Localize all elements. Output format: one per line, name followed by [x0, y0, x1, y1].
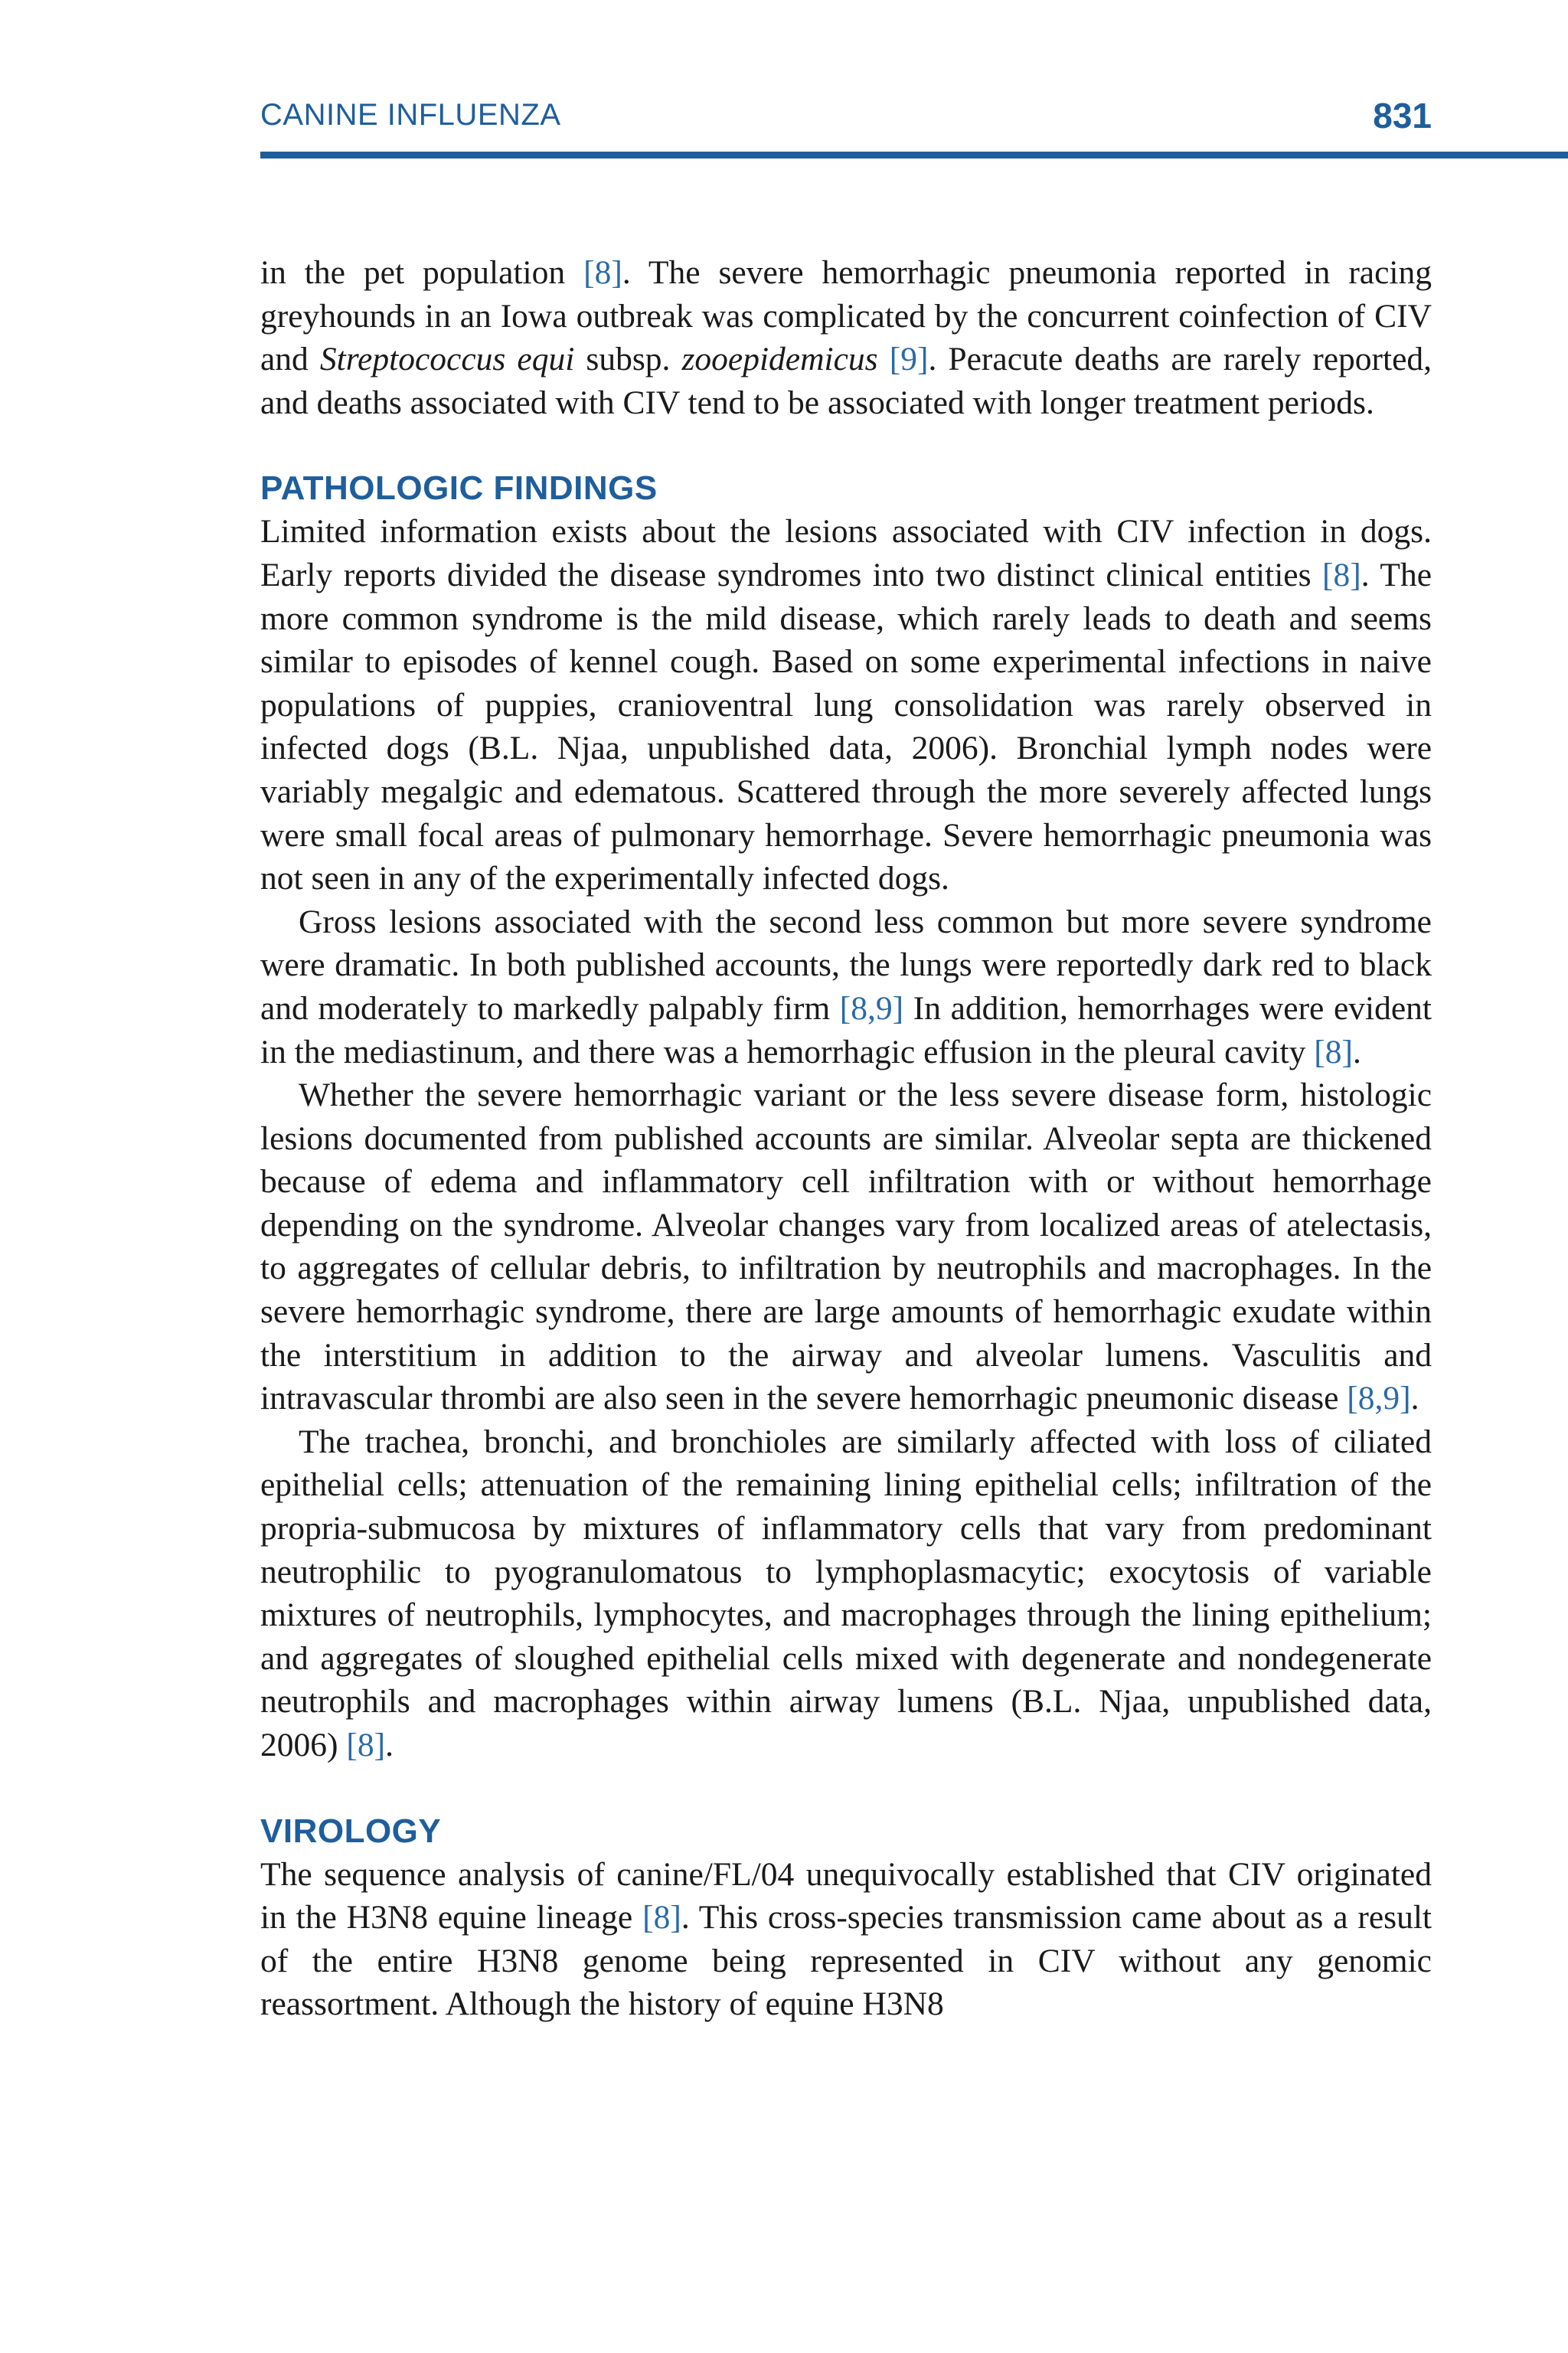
paragraph-intro: in the pet population [8]. The severe hemorrhagic pneumonia reported in racing greyhounds in an Iowa outbreak was complicated by the concurrent coinfection of CIV and Streptococcus equi subsp. zooepidemicus [9]. Peracute deaths are rarely reported, and deaths associated with CIV tend to be associated with longer treatment periods.	[260, 254, 1432, 421]
citation-link[interactable]: [8]	[583, 254, 622, 291]
article-body	[260, 251, 1432, 2026]
citation-link[interactable]: [8,9]	[839, 989, 904, 1027]
running-head-title: CANINE INFLUENZA	[260, 98, 561, 132]
page-number: 831	[1373, 96, 1432, 136]
paragraph-pathologic-3: Whether the severe hemorrhagic variant or the less severe disease form, histologic lesions documented from published accounts are similar. Alveolar septa are thickened because of edema and inflammatory cell infiltration with or without hemorrhage depending on the syndrome. Alveolar changes vary from localized areas of atelectasis, to aggregates of cellular debris, to infiltration by neutrophils and macrophages. In the severe hemorrhagic syndrome, there are large amounts of hemorrhagic exudate within the interstitium in addition to the airway and alveolar lumens. Vasculitis and intravascular thrombi are also seen in the severe hemorrhagic pneumonic disease [8,9].	[260, 1077, 1432, 1417]
paragraph-pathologic-2: Gross lesions associated with the second less common but more severe syndrome were dramatic. In both published accounts, the lungs were reportedly dark red to black and moderately to markedly palpably firm [8,9] In addition, hemorrhages were evident in the mediastinum, and there was a hemorrhagic effusion in the pleural cavity [8].	[260, 903, 1432, 1070]
paragraph-pathologic-1: Limited information exists about the lesions associated with CIV infection in dogs. Early reports divided the disease syndromes into two distinct clinical entities [8]. The more common syndrome is the mild disease, which rarely leads to death and seems similar to episodes of kennel cough. Based on some experimental infections in naive populations of puppies, cranioventral lung consolidation was rarely observed in infected dogs (B.L. Njaa, unpublished data, 2006). Bronchial lymph nodes were variably megalgic and edematous. Scattered through the more severely affected lungs were small focal areas of pulmonary hemorrhage. Severe hemorrhagic pneumonia was not seen in any of the experimentally infected dogs.	[260, 513, 1432, 897]
citation-link[interactable]: [8]	[642, 1899, 681, 1936]
species-name: Streptococcus equi	[319, 341, 575, 378]
paragraph-virology-1: The sequence analysis of canine/FL/04 unequivocally established that CIV originated in the H3N8 equine lineage [8]. This cross-species transmission came about as a result of the entire H3N8 genome being represented in CIV without any genomic reassortment. Although the history of equine H3N8	[260, 1855, 1432, 2023]
section-heading-pathologic-findings: PATHOLOGIC FINDINGS	[260, 469, 658, 508]
paragraph-pathologic-4: The trachea, bronchi, and bronchioles are similarly affected with loss of ciliated epithelial cells; attenuation of the remaining lining epithelial cells; infiltration of the propria-submucosa by mixtures of inflammatory cells that vary from predominant neutrophilic to pyogranulomatous to lymphoplasmacytic; exocytosis of variable mixtures of neutrophils, lymphocytes, and macrophages through the lining epithelium; and aggregates of sloughed epithelial cells mixed with degenerate and nondegenerate neutrophils and macrophages within airway lumens (B.L. Njaa, unpublished data, 2006) [8].	[260, 1423, 1432, 1763]
header-rule	[260, 152, 1568, 159]
subspecies-name: zooepidemicus	[681, 341, 878, 378]
running-head	[260, 98, 1432, 144]
citation-link[interactable]: [8,9]	[1347, 1380, 1411, 1417]
citation-link[interactable]: [8]	[1314, 1033, 1353, 1070]
citation-link[interactable]: [8]	[346, 1727, 386, 1763]
citation-link[interactable]: [8]	[1322, 556, 1361, 593]
citation-link[interactable]: [9]	[889, 341, 929, 378]
section-heading-virology: VIROLOGY	[260, 1812, 442, 1850]
